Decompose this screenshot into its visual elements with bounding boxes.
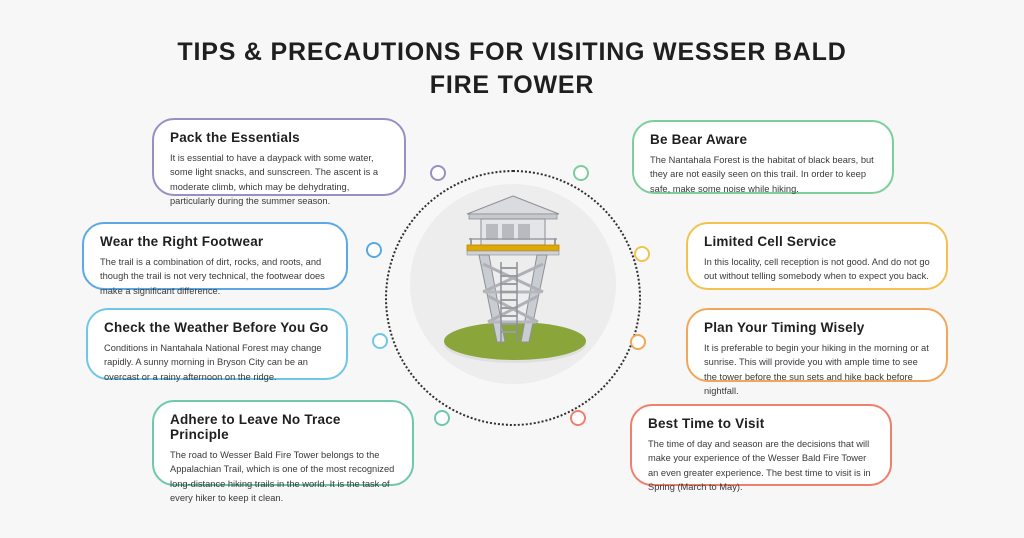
node-check-the-weather[interactable]: [372, 333, 388, 349]
card-limited-cell-service[interactable]: [686, 222, 948, 290]
card-body: Conditions in Nantahala National Forest may change rapidly. A sunny morning in Bryson City can be an overcast or a rainy afternoon on the ridge.: [104, 343, 322, 382]
card-best-time-to-visit[interactable]: [630, 404, 892, 493]
card-body: It is preferable to begin your hiking in the morning or at sunrise. This will provide you with ample time to see the tower before the sun sets and hike back before nightfall.: [704, 343, 929, 397]
card-pack-the-essentials[interactable]: [152, 118, 406, 207]
card-body: It is essential to have a daypack with some water, some light snacks, and sunscreen. The ascent is a moderate climb, which may be dehydrating, particularly during the summer season.: [170, 153, 379, 207]
fire-tower-icon: [455, 192, 571, 352]
card-wear-the-right-footwear[interactable]: [82, 222, 348, 296]
node-best-time-to-visit[interactable]: [570, 410, 586, 426]
card-body: The Nantahala Forest is the habitat of black bears, but they are not easily seen on this trail. In order to keep safe, make some noise while hiking.: [650, 155, 874, 194]
card-body: The time of day and season are the decisions that will make your experience of the Wesser Bald Fire Tower an even greater experience. The best time to visit is in Spring (March to May).: [648, 439, 871, 493]
card-check-the-weather-before-you-go[interactable]: [86, 308, 348, 380]
center-illustration: [398, 182, 628, 392]
card-body: The trail is a combination of dirt, rocks, and roots, and though the trail is not very technical, the footwear does make a significant difference.: [100, 257, 325, 296]
page-title: [0, 36, 1024, 103]
node-leave-no-trace[interactable]: [434, 410, 450, 426]
card-adhere-to-leave-no-trace-principle[interactable]: [152, 400, 414, 504]
card-heading: Plan Your Timing Wisely: [704, 320, 865, 335]
card-heading: Adhere to Leave No Trace Principle: [170, 412, 341, 442]
card-body: In this locality, cell reception is not good. And do not go out without telling somebody when to expect you back.: [704, 257, 930, 282]
card-be-bear-aware[interactable]: [632, 120, 894, 194]
node-limited-cell-service[interactable]: [634, 246, 650, 262]
node-plan-your-timing[interactable]: [630, 334, 646, 350]
page-title-line-1: TIPS & PRECAUTIONS FOR VISITING WESSER BALD: [177, 38, 847, 66]
card-heading: Wear the Right Footwear: [100, 234, 264, 249]
node-wear-the-right-footwear[interactable]: [366, 242, 382, 258]
card-heading: Be Bear Aware: [650, 132, 748, 147]
card-plan-your-timing-wisely[interactable]: [686, 308, 948, 397]
card-heading: Limited Cell Service: [704, 234, 837, 249]
node-be-bear-aware[interactable]: [573, 165, 589, 181]
card-heading: Check the Weather Before You Go: [104, 320, 329, 335]
card-body: The road to Wesser Bald Fire Tower belongs to the Appalachian Trail, which is one of the most recognized long-distance hiking trails in the world. It is the task of every hiker to keep it clean.: [170, 450, 395, 504]
card-heading: Best Time to Visit: [648, 416, 765, 431]
page-title-line-2: FIRE TOWER: [429, 71, 595, 100]
node-pack-the-essentials[interactable]: [430, 165, 446, 181]
card-heading: Pack the Essentials: [170, 130, 300, 145]
